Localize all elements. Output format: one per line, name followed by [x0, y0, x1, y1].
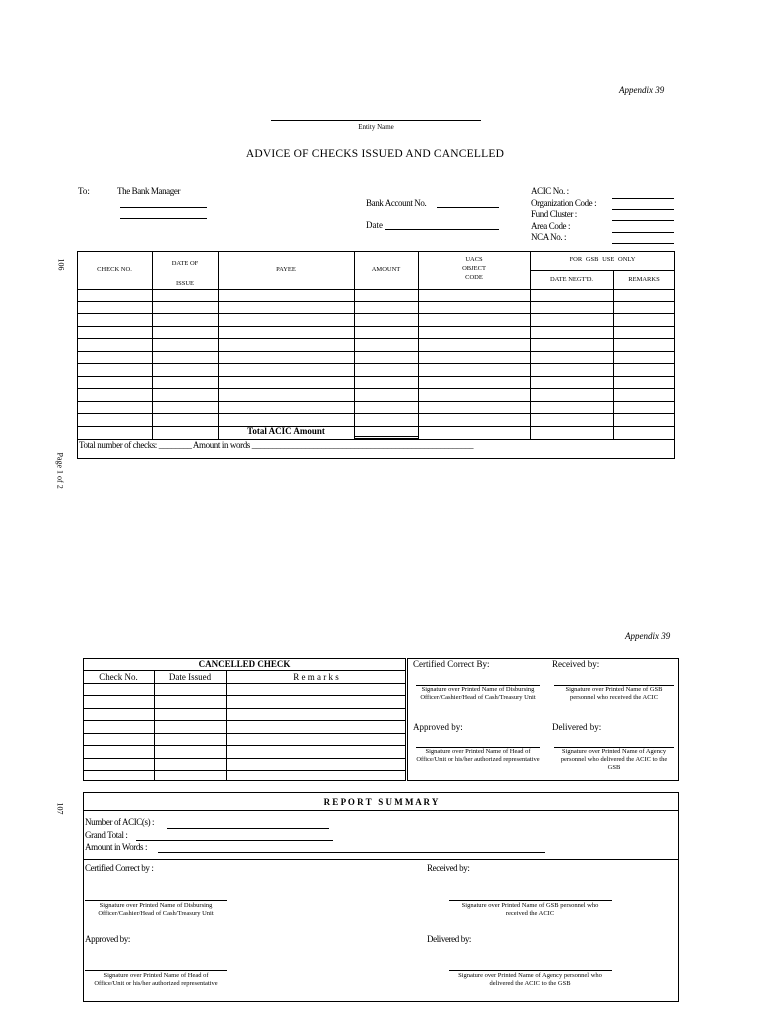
nca-no-label: NCA No. :: [531, 232, 567, 242]
grand-total-label: Grand Total :: [85, 830, 128, 840]
acic-no-line: [612, 198, 674, 199]
area-code-line: [612, 232, 674, 233]
acic-no-label: ACIC No. :: [531, 186, 569, 196]
right-fields: [531, 186, 596, 244]
report-summary-title: R E P O R T S U M M A R Y: [323, 797, 439, 807]
cancelled-check-title: CANCELLED CHECK: [198, 659, 291, 669]
approved-by-2: Approved by:: [85, 934, 130, 944]
number-acic-label: Number of ACIC(s) :: [85, 817, 155, 827]
certified-correct-by-2: Certified Correct by :: [85, 863, 154, 873]
entity-name-label: Entity Name: [358, 123, 394, 131]
table-footer: Total number of checks: ________ Amount in words ______________________________________________________: [79, 440, 474, 450]
date-label: Date: [366, 220, 383, 230]
sig-disbursing-2: Signature over Printed Name of Disbursing Officer/Cashier/Head of Cash/Treasury Unit: [98, 902, 214, 917]
cc-col-date-issued: Date Issued: [168, 672, 212, 682]
amount-words-label: Amount in Words :: [85, 842, 148, 852]
to-label: To:: [78, 186, 90, 196]
col-gsb-use: FOR GSB USE ONLY: [569, 256, 636, 263]
received-by: Received by:: [552, 659, 600, 669]
address-line-1: [120, 207, 207, 208]
total-amount-cell: [354, 426, 418, 439]
delivered-by-2: Delivered by:: [427, 934, 472, 944]
address-line-2: [120, 218, 207, 219]
col-date-negtd: DATE NEGT'D.: [549, 276, 594, 283]
sig-agency: Signature over Printed Name of Agency personnel who delivered the ACIC to the GSB: [560, 748, 668, 771]
col-payee: PAYEE: [276, 266, 296, 273]
col-uacs-2: OBJECT: [462, 265, 486, 272]
certified-correct-by: Certified Correct By:: [413, 659, 490, 669]
col-check-no: CHECK NO.: [97, 266, 132, 273]
side-page-of: Page 1 of 2: [55, 452, 65, 489]
sig-agency-2: Signature over Printed Name of Agency personnel who delivered the ACIC to the GSB: [458, 972, 602, 987]
area-code-label: Area Code :: [531, 220, 571, 231]
col-remarks: REMARKS: [628, 276, 660, 283]
org-code-label: Organization Code :: [531, 197, 597, 208]
side-page-number-107: 107: [55, 802, 65, 815]
bank-account-label: Bank Account No.: [366, 198, 427, 208]
sig-head-2: Signature over Printed Name of Head of Office/Unit or his/her authorized representative: [94, 972, 218, 987]
side-page-number-106: 106: [56, 258, 66, 271]
delivered-by: Delivered by:: [552, 722, 602, 732]
received-by-2: Received by:: [427, 863, 470, 873]
form-title: ADVICE OF CHECKS ISSUED AND CANCELLED: [245, 148, 505, 160]
date-line: [385, 229, 499, 230]
cc-col-remarks: R e m a r k s: [293, 672, 339, 682]
org-code-line: [612, 209, 674, 210]
approved-by: Approved by:: [413, 722, 463, 732]
nca-no-line: [612, 243, 674, 244]
bank-account-line: [437, 207, 499, 208]
to-value: The Bank Manager: [117, 186, 181, 196]
col-issue: ISSUE: [175, 280, 195, 287]
cc-col-check-no: Check No.: [99, 672, 138, 682]
col-amount: AMOUNT: [371, 266, 401, 273]
entity-name-line: [271, 120, 481, 121]
total-acic-label: Total ACIC Amount: [247, 426, 325, 436]
sig-gsb: Signature over Printed Name of GSB personnel who received the ACIC: [565, 686, 663, 701]
appendix-label-1: Appendix 39: [619, 85, 665, 95]
col-uacs-3: CODE: [465, 274, 483, 281]
fund-cluster-line: [612, 220, 674, 221]
fund-cluster-label: Fund Cluster :: [531, 209, 577, 219]
sig-gsb-2: Signature over Printed Name of GSB personnel who received the ACIC: [461, 902, 599, 917]
sig-disbursing: Signature over Printed Name of Disbursing Officer/Cashier/Head of Cash/Treasury Unit: [420, 686, 536, 701]
appendix-label-2: Appendix 39: [625, 631, 671, 641]
col-uacs-1: UACS: [465, 256, 483, 263]
sig-head: Signature over Printed Name of Head of Office/Unit or his/her authorized representative: [416, 748, 540, 763]
col-date-of: DATE OF: [171, 260, 199, 267]
